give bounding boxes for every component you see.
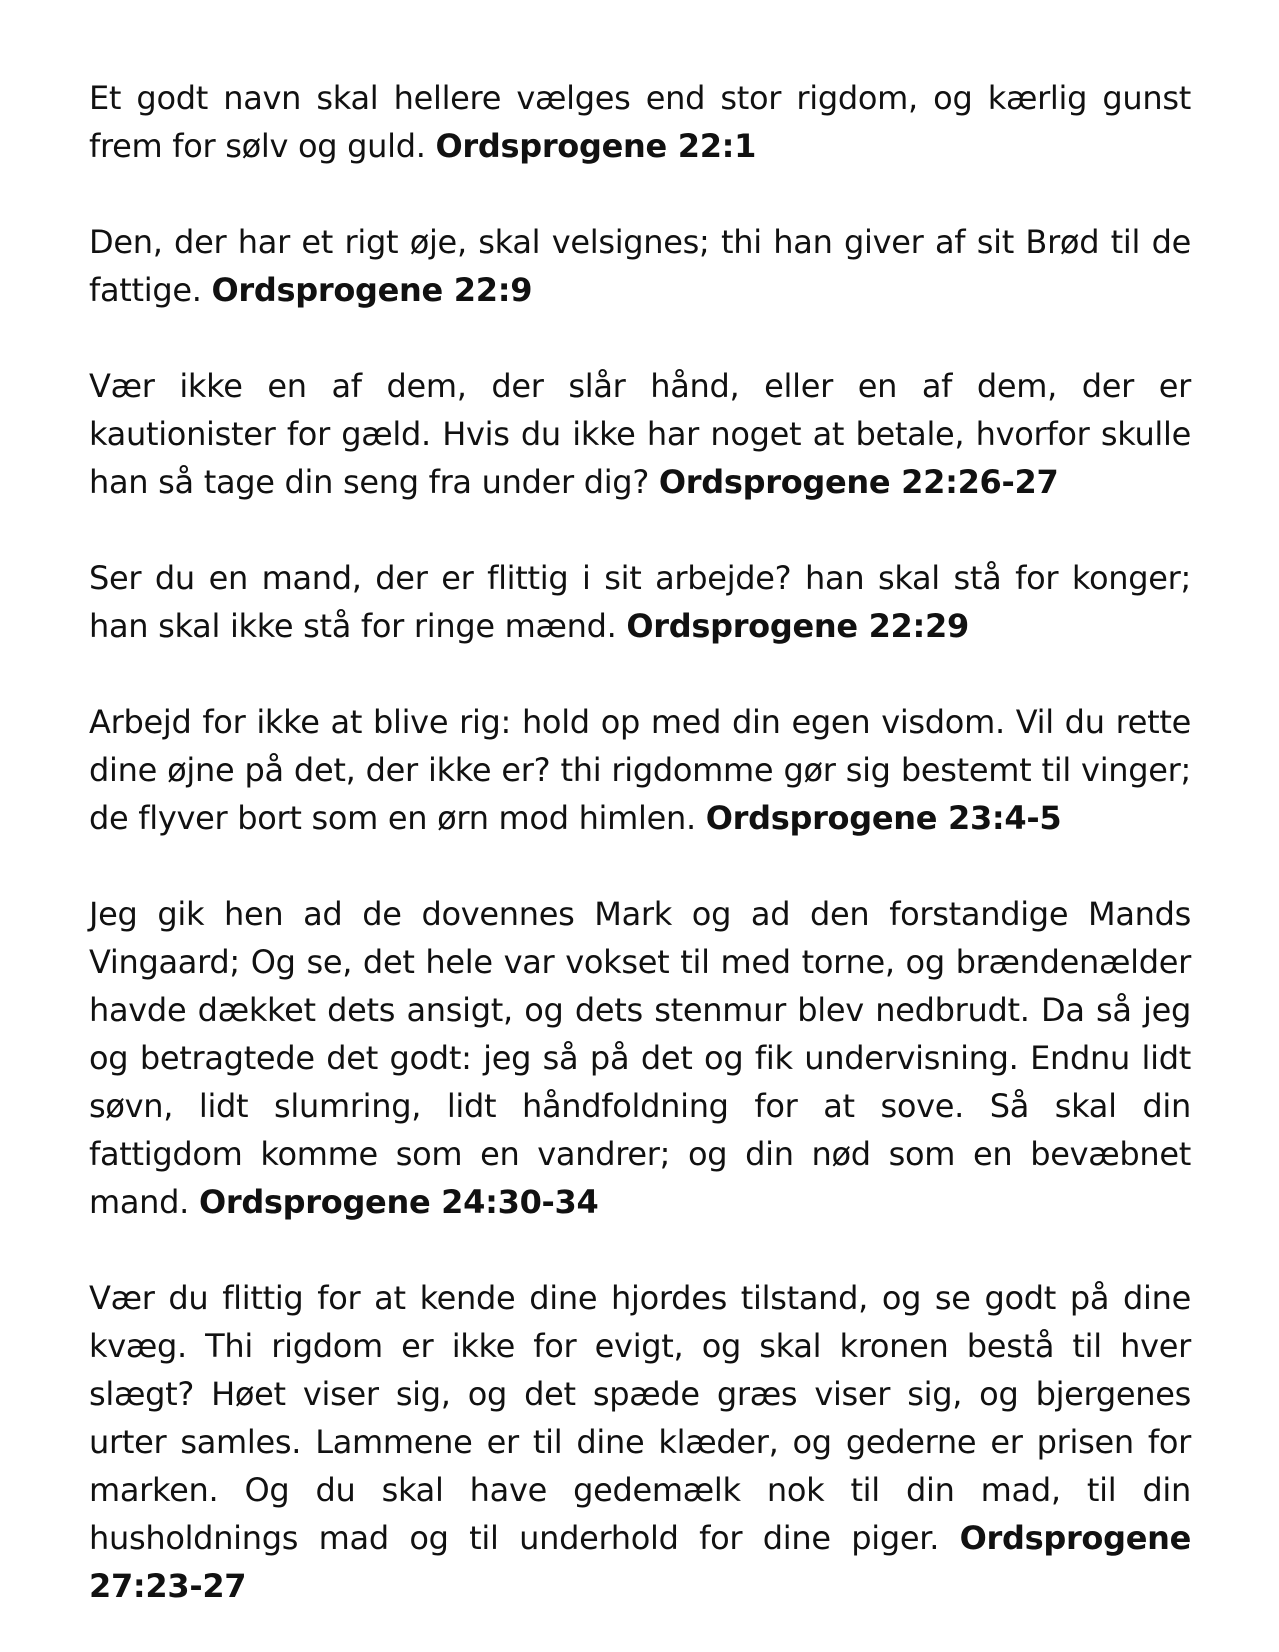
verse-paragraph xyxy=(89,890,1191,1226)
verse-text: Den, der har et rigt øje, skal velsignes; thi han giver af sit Brød til de fattige. xyxy=(89,223,1191,309)
verse-paragraph xyxy=(89,362,1191,506)
verse-reference: Ordsprogene 22:26-27 xyxy=(658,463,1059,501)
verse-reference: Ordsprogene 22:1 xyxy=(435,127,757,165)
verse-paragraph xyxy=(89,1274,1191,1610)
verse-text: Vær du flittig for at kende dine hjordes tilstand, og se godt på dine kvæg. Thi rigdom er ikke for evigt, og skal kronen bestå til hver slægt? Høet viser sig, og det spæde græs viser sig, og bjergenes urter samles. Lammene er til dine klæder, og gederne er prisen for marken. Og du skal have gedemælk nok til din mad, til din husholdnings mad og til underhold for dine piger. xyxy=(89,1279,1191,1557)
verse-reference: Ordsprogene 22:9 xyxy=(211,271,533,309)
verse-text: Arbejd for ikke at blive rig: hold op med din egen visdom. Vil du rette dine øjne på det, der ikke er? thi rigdomme gør sig bestemt til vinger; de flyver bort som en ørn mod himlen. xyxy=(89,703,1191,837)
verse-reference: Ordsprogene 24:30-34 xyxy=(198,1183,599,1221)
verse-paragraph xyxy=(89,218,1191,314)
verse-text: Ser du en mand, der er flittig i sit arbejde? han skal stå for konger; han skal ikke stå for ringe mænd. xyxy=(89,559,1191,645)
verse-text: Et godt navn skal hellere vælges end stor rigdom, og kærlig gunst frem for sølv og guld. xyxy=(89,79,1191,165)
verse-reference: Ordsprogene 23:4-5 xyxy=(705,799,1062,837)
verse-paragraph xyxy=(89,698,1191,842)
verse-text: Jeg gik hen ad de dovennes Mark og ad den forstandige Mands Vingaard; Og se, det hele var vokset til med torne, og brændenælder havde dækket dets ansigt, og dets stenmur blev nedbrudt. Da så jeg og betragtede det godt: jeg så på det og fik undervisning. Endnu lidt søvn, lidt slumring, lidt håndfoldning for at sove. Så skal din fattigdom komme som en vandrer; og din nød som en bevæbnet mand. xyxy=(89,895,1191,1221)
verse-paragraph xyxy=(89,554,1191,650)
verse-text: Vær ikke en af dem, der slår hånd, eller en af dem, der er kautionister for gæld. Hvis du ikke har noget at betale, hvorfor skulle han så tage din seng fra under dig? xyxy=(89,367,1191,501)
document-page xyxy=(89,74,1191,1610)
verse-reference: Ordsprogene 22:29 xyxy=(626,607,969,645)
verse-reference: Ordsprogene 27:23-27 xyxy=(89,1519,1191,1605)
verse-paragraph xyxy=(89,74,1191,170)
